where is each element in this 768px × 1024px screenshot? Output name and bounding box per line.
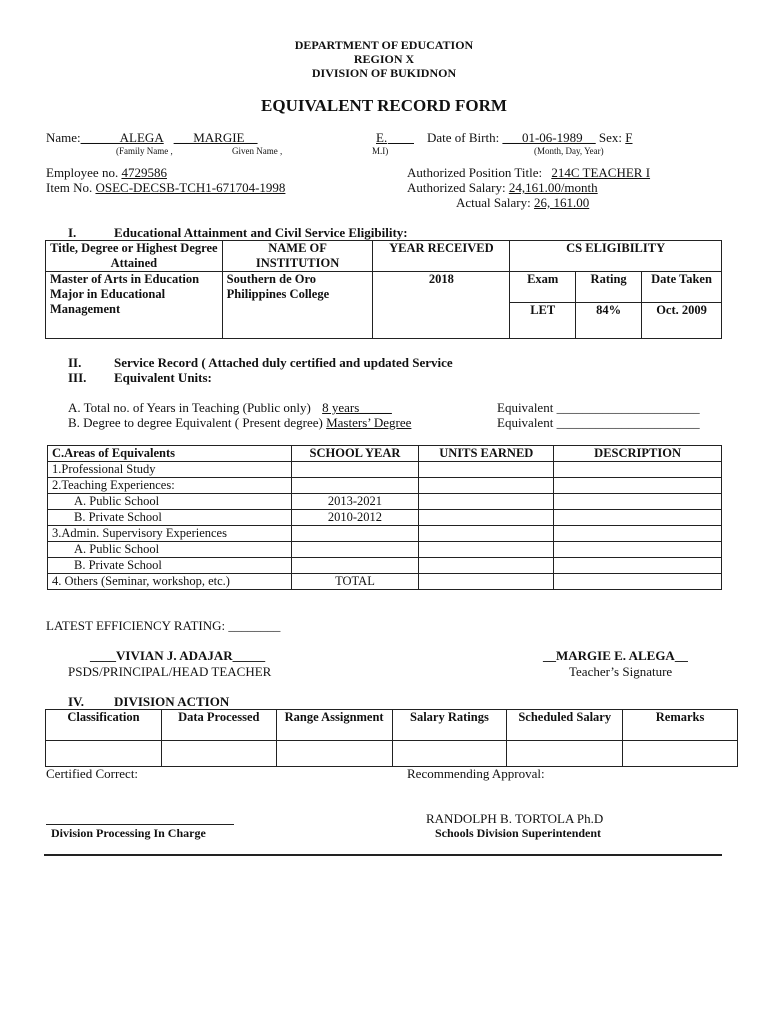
page-title: EQUIVALENT RECORD FORM xyxy=(261,96,507,115)
section4-number: IV. xyxy=(68,694,85,709)
equivalent-b-blank: ______________________ xyxy=(556,415,700,430)
cs-eligibility-header: CS ELIGIBILITY xyxy=(510,241,722,272)
equivalent-a xyxy=(497,400,700,416)
position-label: Authorized Position Title: xyxy=(407,165,543,180)
units-earned-cell xyxy=(419,558,554,574)
teaching-years-label: A. Total no. of Years in Teaching (Public only) xyxy=(68,400,311,415)
footer-rule xyxy=(44,854,722,856)
description-cell xyxy=(554,510,722,526)
areas-body xyxy=(48,462,722,590)
area-cell: B. Private School xyxy=(48,510,292,526)
employee-no-value: 4729586 xyxy=(121,165,167,180)
area-cell: B. Private School xyxy=(48,558,292,574)
auth-salary-value: 24,161.00/month xyxy=(508,180,598,195)
area-cell: 1.Professional Study xyxy=(48,462,292,478)
classification-cell xyxy=(46,741,162,767)
institution-header: NAME OF INSTITUTION xyxy=(222,241,373,272)
position-row xyxy=(407,165,650,181)
given-caption: Given Name , xyxy=(232,146,283,156)
areas-header: C.Areas of Equivalents xyxy=(48,446,292,462)
employee-no-row xyxy=(46,165,167,181)
recommending-approval-label: Recommending Approval: xyxy=(407,766,545,781)
section2-number: II. xyxy=(68,355,82,370)
equivalent-b-label: Equivalent xyxy=(497,415,554,430)
units-earned-cell xyxy=(419,494,554,510)
units-earned-cell xyxy=(419,478,554,494)
school-year-cell xyxy=(291,558,419,574)
division-action-table xyxy=(45,709,738,767)
efficiency-blank: ________ xyxy=(228,618,281,633)
section1-number: I. xyxy=(68,225,77,240)
degree-equivalent-label: B. Degree to degree Equivalent ( Present degree) xyxy=(68,415,323,430)
section3-title: Equivalent Units: xyxy=(114,370,212,385)
school-year-cell xyxy=(291,542,419,558)
dob-row xyxy=(427,130,633,146)
equivalent-a-label: Equivalent xyxy=(497,400,554,415)
units-earned-cell xyxy=(419,510,554,526)
degree-equivalent-value: Masters’ Degree xyxy=(326,415,412,430)
section3-number: III. xyxy=(68,370,87,385)
areas-row xyxy=(48,478,722,494)
salary-ratings-header: Salary Ratings xyxy=(392,710,507,741)
teaching-years-value: 8 years_____ xyxy=(322,400,392,415)
description-cell xyxy=(554,574,722,590)
header-division: DIVISION OF BUKIDNON xyxy=(311,66,457,80)
areas-table xyxy=(47,445,722,590)
description-cell xyxy=(554,462,722,478)
area-cell: A. Public School xyxy=(48,494,292,510)
mi-underline xyxy=(388,130,414,146)
item-no-label: Item No. xyxy=(46,180,93,195)
item-no-row xyxy=(46,180,285,196)
middle-initial: E. xyxy=(376,130,388,145)
name-row xyxy=(46,130,257,146)
education-table xyxy=(45,240,722,339)
principal-title: PSDS/PRINCIPAL/HEAD TEACHER xyxy=(68,664,272,679)
area-cell: 2.Teaching Experiences: xyxy=(48,478,292,494)
equivalent-a-blank: ______________________ xyxy=(556,400,700,415)
actual-salary-row xyxy=(456,195,589,211)
units-earned-cell xyxy=(419,574,554,590)
actual-salary-value: 26, 161.00 xyxy=(533,195,590,210)
degree-equivalent-row xyxy=(68,415,411,431)
family-caption: (Family Name , xyxy=(116,146,173,156)
institution-value: Southern de Oro Philippines College xyxy=(222,272,373,339)
efficiency-row xyxy=(46,618,280,634)
superintendent-name: RANDOLPH B. TORTOLA Ph.D xyxy=(426,811,604,826)
units-earned-cell xyxy=(419,526,554,542)
areas-row xyxy=(48,542,722,558)
exam-value: LET xyxy=(510,303,576,339)
section1-title: Educational Attainment and Civil Service Eligibility: xyxy=(114,225,408,240)
area-cell: 4. Others (Seminar, workshop, etc.) xyxy=(48,574,292,590)
areas-header-row xyxy=(48,446,722,462)
header-region: REGION X xyxy=(353,52,415,66)
areas-row xyxy=(48,558,722,574)
units-earned-cell xyxy=(419,462,554,478)
year-value: 2018 xyxy=(373,272,510,339)
school-year-cell: TOTAL xyxy=(291,574,419,590)
dob-caption: (Month, Day, Year) xyxy=(534,146,604,156)
superintendent-title: Schools Division Superintendent xyxy=(435,826,602,840)
exam-header: Exam xyxy=(510,272,576,303)
salary-ratings-cell xyxy=(392,741,507,767)
school-year-header: SCHOOL YEAR xyxy=(291,446,419,462)
description-cell xyxy=(554,526,722,542)
description-cell xyxy=(554,478,722,494)
areas-row xyxy=(48,494,722,510)
auth-salary-row xyxy=(407,180,598,196)
data-processed-cell xyxy=(161,741,276,767)
processing-signature-line xyxy=(46,824,234,825)
principal-name: ____VIVIAN J. ADAJAR_____ xyxy=(90,648,266,663)
degree-value: Master of Arts in Education Major in Educational Management xyxy=(46,272,223,339)
teacher-signature-label: Teacher’s Signature xyxy=(569,664,673,679)
family-name: ______ALEGA xyxy=(80,130,164,145)
given-name: ___MARGIE__ xyxy=(173,130,258,145)
data-processed-header: Data Processed xyxy=(161,710,276,741)
description-cell xyxy=(554,558,722,574)
section2-title: Service Record ( Attached duly certified and updated Service xyxy=(114,355,453,370)
date-taken-value: Oct. 2009 xyxy=(642,303,722,339)
description-cell xyxy=(554,494,722,510)
actual-salary-label: Actual Salary: xyxy=(456,195,531,210)
position-value: 214C TEACHER I xyxy=(551,165,651,180)
mi-caption: M.I) xyxy=(372,146,389,156)
areas-row xyxy=(48,462,722,478)
year-header: YEAR RECEIVED xyxy=(373,241,510,272)
sex-label: Sex: xyxy=(598,130,623,145)
dob-label: Date of Birth: xyxy=(427,130,500,145)
certified-correct-label: Certified Correct: xyxy=(46,766,139,781)
auth-salary-label: Authorized Salary: xyxy=(407,180,506,195)
range-assignment-cell xyxy=(276,741,392,767)
areas-row xyxy=(48,526,722,542)
areas-row xyxy=(48,574,722,590)
degree-header: Title, Degree or Highest Degree Attained xyxy=(46,241,223,272)
units-earned-header: UNITS EARNED xyxy=(419,446,554,462)
teaching-years-row xyxy=(68,400,392,416)
remarks-cell xyxy=(623,741,738,767)
range-assignment-header: Range Assignment xyxy=(276,710,392,741)
description-cell xyxy=(554,542,722,558)
units-earned-cell xyxy=(419,542,554,558)
rating-header: Rating xyxy=(576,272,642,303)
teacher-name: __MARGIE E. ALEGA__ xyxy=(543,648,688,663)
school-year-cell xyxy=(291,526,419,542)
name-label: Name: xyxy=(46,130,81,145)
equivalent-b xyxy=(497,415,700,431)
date-taken-header: Date Taken xyxy=(642,272,722,303)
division-processing-label: Division Processing In Charge xyxy=(51,826,206,840)
header-department: DEPARTMENT OF EDUCATION xyxy=(294,38,474,52)
area-cell: 3.Admin. Supervisory Experiences xyxy=(48,526,292,542)
school-year-cell: 2010-2012 xyxy=(291,510,419,526)
classification-header: Classification xyxy=(46,710,162,741)
dob-value: ___01-06-1989__ xyxy=(502,130,596,145)
efficiency-label: LATEST EFFICIENCY RATING: xyxy=(46,618,226,633)
scheduled-salary-header: Scheduled Salary xyxy=(507,710,623,741)
description-header: DESCRIPTION xyxy=(554,446,722,462)
areas-row xyxy=(48,510,722,526)
employee-no-label: Employee no. xyxy=(46,165,119,180)
sex-value: F xyxy=(625,130,633,145)
rating-value: 84% xyxy=(576,303,642,339)
area-cell: A. Public School xyxy=(48,542,292,558)
school-year-cell xyxy=(291,478,419,494)
school-year-cell xyxy=(291,462,419,478)
scheduled-salary-cell xyxy=(507,741,623,767)
section4-title: DIVISION ACTION xyxy=(114,694,230,709)
item-no-value: OSEC-DECSB-TCH1-671704-1998 xyxy=(95,180,286,195)
school-year-cell: 2013-2021 xyxy=(291,494,419,510)
remarks-header: Remarks xyxy=(623,710,738,741)
